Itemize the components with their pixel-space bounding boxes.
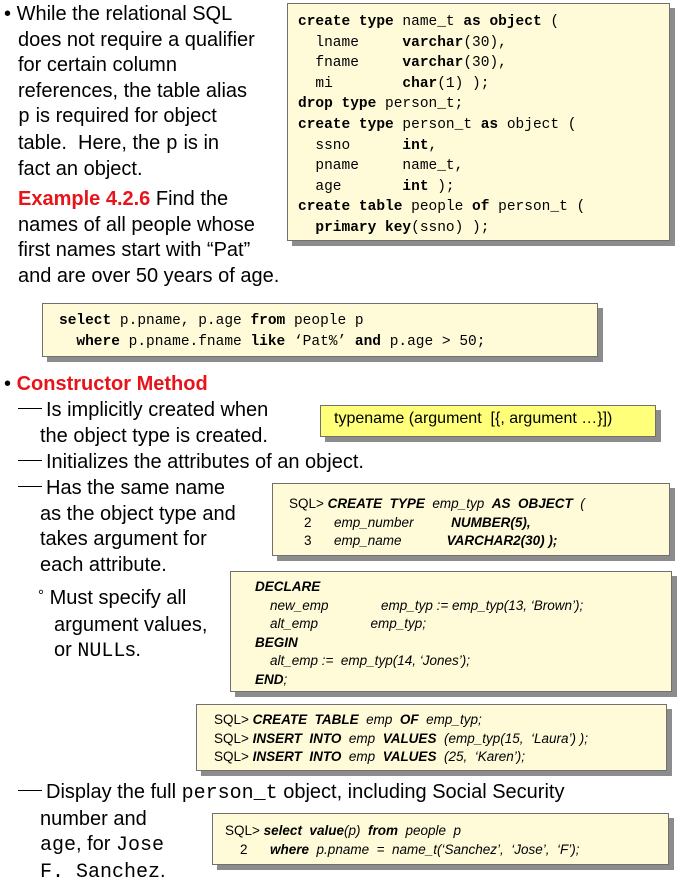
code-keyword: create type <box>298 14 394 30</box>
intro-line: • While the relational SQL <box>4 3 233 25</box>
code-text: alt_emp emp_typ; <box>255 616 427 632</box>
code-text: emp_number <box>334 514 452 530</box>
code-keyword: char <box>402 75 438 92</box>
code-keyword: varchar <box>402 34 464 51</box>
code-keyword: create table <box>298 199 403 216</box>
code-text: ssno <box>298 137 403 154</box>
person-t-type: person_t <box>181 782 278 805</box>
code-text: pname name_t, <box>298 158 464 175</box>
age-field: age <box>40 834 77 857</box>
code-keyword: VALUES <box>382 749 437 765</box>
alias-p: p <box>165 132 178 156</box>
example-label: Example 4.2.6 <box>18 188 151 210</box>
code-line <box>255 671 671 690</box>
code-line <box>255 578 671 597</box>
code-line <box>289 514 669 533</box>
example-line: and are over 50 years of age. <box>18 264 280 287</box>
code-line <box>298 177 669 198</box>
code-line <box>255 597 671 616</box>
intro-line: table. Here, the p is in <box>18 131 220 156</box>
code-text: 3 <box>289 533 335 549</box>
code-line <box>255 652 671 671</box>
name-jose: Jose <box>116 834 165 857</box>
code-text: emp_name <box>334 533 447 549</box>
code-text: emp_typ <box>424 496 492 511</box>
code-line <box>298 12 669 33</box>
code-text: p.age > 50; <box>381 333 486 350</box>
code-line <box>225 822 668 841</box>
constructor-heading: • Constructor Method <box>4 373 208 395</box>
code-line <box>225 841 668 860</box>
code-line <box>298 74 669 95</box>
code-line <box>214 711 666 730</box>
code-text: people p <box>397 823 462 838</box>
code-text: (emp_typ(15, ‘Laura’) ); <box>436 730 589 746</box>
code-text <box>298 220 315 236</box>
code-keyword: int <box>402 178 429 195</box>
sql-create-emp-typ <box>272 483 670 556</box>
constructor-syntax-box: typename (argument [{, argument …}]) <box>320 405 656 437</box>
code-keyword: where <box>270 841 310 857</box>
code-text: ‘Pat%’ <box>285 333 355 350</box>
code-text: emp <box>341 749 383 765</box>
code-text: object ( <box>498 116 577 133</box>
code-text: ( <box>541 14 560 30</box>
code-text: ); <box>428 178 455 195</box>
intro-line: references, the table alias <box>18 79 248 102</box>
code-text: SQL> <box>214 712 253 727</box>
code-keyword: CREATE TABLE <box>252 712 359 727</box>
code-text: p.pname, p.age <box>111 313 251 329</box>
code-text: fname <box>298 55 403 72</box>
code-text: name_t <box>393 14 464 30</box>
code-line <box>255 615 671 634</box>
code-line <box>59 332 597 353</box>
code-line <box>298 197 669 218</box>
dash-bullet <box>18 486 42 487</box>
intro-line: p is required for object <box>18 105 217 129</box>
code-keyword: INSERT INTO <box>252 730 342 746</box>
code-text: 2 <box>225 841 271 857</box>
dash-bullet <box>18 408 42 409</box>
code-text: person_t <box>393 116 481 133</box>
code-text: people p <box>285 313 364 329</box>
example-line: first names start with “Pat” <box>18 239 251 261</box>
code-keyword: from <box>367 823 398 838</box>
code-keyword: drop type <box>298 96 377 113</box>
code-text: person_t; <box>376 96 464 113</box>
code-keyword: VARCHAR2(30) ); <box>446 533 558 549</box>
code-text: ( <box>572 496 585 511</box>
code-text: emp <box>358 712 400 727</box>
code-line <box>255 634 671 653</box>
constructor-item-3: Has the same name as the object type and takes argument for each attribute. <box>18 476 236 578</box>
code-keyword: create type <box>298 116 394 133</box>
code-line <box>298 156 669 177</box>
intro-paragraph <box>4 2 289 183</box>
code-line <box>289 532 669 551</box>
code-text: SQL> <box>214 749 253 765</box>
code-text: (p) <box>343 823 368 838</box>
intro-line: for certain column <box>18 54 177 76</box>
code-keyword: as object <box>463 14 542 30</box>
code-create-types <box>287 3 670 241</box>
code-text: people <box>402 199 473 216</box>
code-text: person_t ( <box>489 199 586 216</box>
name-sanchez: F. Sanchez <box>40 860 161 884</box>
code-text: alt_emp := emp_typ(14, ‘Jones’); <box>255 653 470 669</box>
code-text: p.pname.fname <box>119 333 251 350</box>
code-text: (30), <box>463 55 507 72</box>
sql-emp-table <box>196 704 667 771</box>
code-line <box>214 730 666 749</box>
code-keyword: BEGIN <box>255 634 298 650</box>
code-text: mi <box>298 75 403 92</box>
code-text: 2 <box>289 514 335 530</box>
constructor-item-2: Initializes the attributes of an object. <box>18 450 364 476</box>
code-keyword: from <box>250 313 286 329</box>
code-text: age <box>298 178 403 195</box>
code-text: (1) ); <box>437 75 490 92</box>
code-line <box>289 495 669 514</box>
code-keyword: select <box>59 313 112 329</box>
code-text <box>59 334 76 350</box>
sql-select-value <box>212 813 669 865</box>
code-keyword: int <box>402 137 429 154</box>
code-keyword: INSERT INTO <box>252 749 342 765</box>
code-line <box>59 311 597 332</box>
code-text: emp <box>341 730 383 746</box>
code-keyword: like <box>250 333 286 350</box>
intro-line: does not require a qualifier <box>18 28 255 51</box>
alias-p: p <box>18 106 31 129</box>
example-line: Example 4.2.6 Find the <box>18 188 229 210</box>
code-keyword: NUMBER(5), <box>451 514 531 530</box>
code-keyword: varchar <box>402 55 464 72</box>
code-keyword: DECLARE <box>255 579 321 594</box>
constructor-sub-item: ° Must specify all argument values, or NULLs. <box>38 587 208 663</box>
code-text: , <box>428 137 438 154</box>
code-keyword: as <box>480 116 499 133</box>
code-keyword: CREATE TYPE <box>327 496 425 511</box>
code-line <box>298 218 669 239</box>
code-text: (30), <box>463 34 507 51</box>
code-keyword: and <box>354 333 381 350</box>
code-text: new_emp emp_typ := emp_typ(13, ‘Brown’); <box>255 597 584 613</box>
example-line: names of all people whose <box>18 213 255 236</box>
code-keyword: primary key <box>315 219 412 236</box>
code-keyword: VALUES <box>382 730 437 746</box>
intro-line: fact an object. <box>18 158 143 180</box>
code-line <box>214 748 666 767</box>
code-keyword: AS OBJECT <box>491 496 573 511</box>
dash-bullet <box>18 460 42 461</box>
code-keyword: OF <box>399 712 419 727</box>
code-select-query <box>42 303 598 357</box>
code-text: (25, ‘Karen’); <box>436 749 525 765</box>
sql-declare-block <box>230 571 672 692</box>
code-keyword: END <box>255 671 284 687</box>
code-keyword: select value <box>263 823 344 838</box>
code-text: SQL> <box>289 496 328 511</box>
code-text: ; <box>283 671 288 687</box>
code-line <box>298 136 669 157</box>
code-line <box>298 33 669 54</box>
code-text: p.pname = name_t(‘Sanchez’, ‘Jose’, ‘F’); <box>309 841 580 857</box>
code-text: SQL> <box>214 730 253 746</box>
code-keyword: of <box>472 199 490 216</box>
dash-bullet <box>18 790 42 791</box>
constructor-item-4: Display the full person_t object, including Social Security number and age, for Jose F. Sanchez. <box>18 780 564 885</box>
code-line <box>298 53 669 74</box>
example-paragraph <box>18 187 318 289</box>
code-text: (ssno) ); <box>411 219 490 236</box>
code-text: emp_typ; <box>418 712 482 727</box>
code-keyword: where <box>76 333 120 350</box>
code-text: lname <box>298 34 403 51</box>
code-line <box>298 94 669 115</box>
code-text: SQL> <box>225 823 264 838</box>
constructor-item-1: Is implicitly created when the object type is created. <box>18 398 268 449</box>
null-keyword: NULL <box>77 640 126 663</box>
code-line <box>298 115 669 136</box>
